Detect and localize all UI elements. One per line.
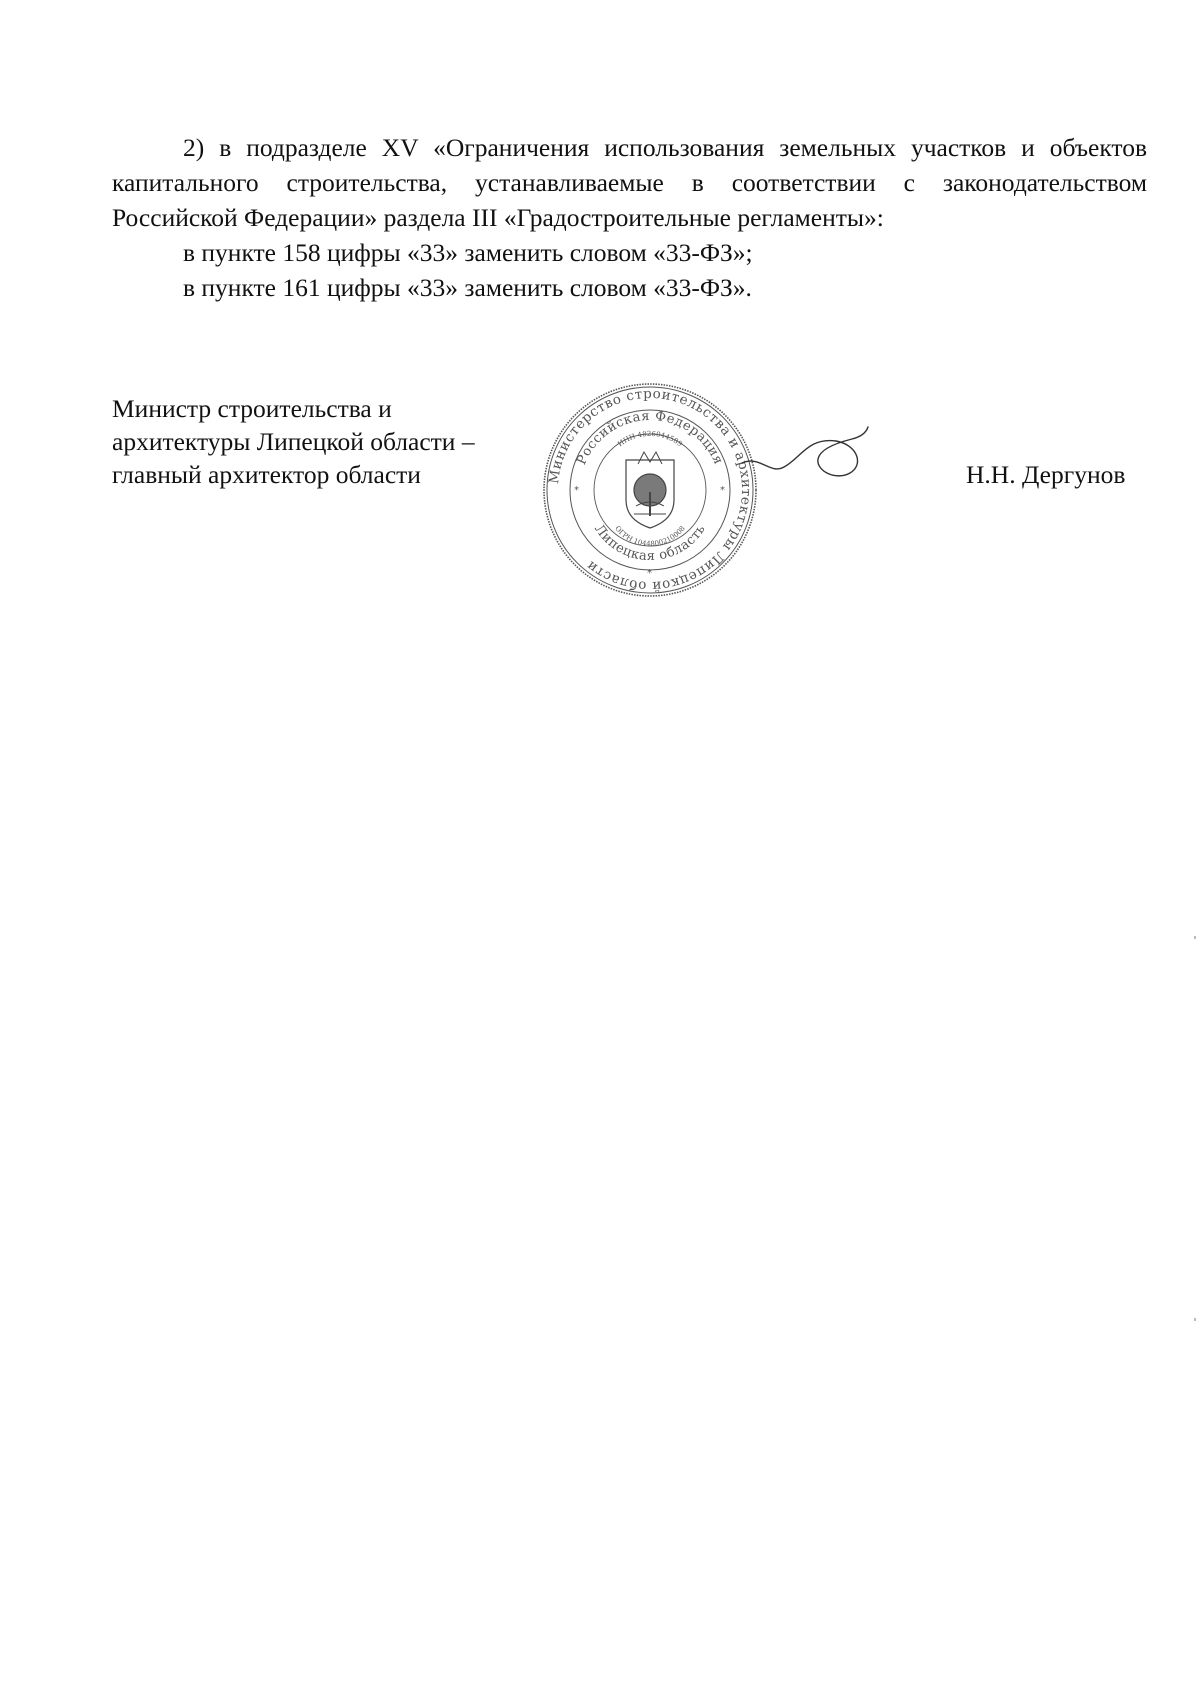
scan-edge-mark	[1194, 936, 1196, 939]
stamp-ogrn-text: ОГРН 1044800210008	[613, 524, 687, 549]
stamp-star-right-icon: *	[720, 485, 725, 496]
coat-of-arms-icon	[626, 452, 674, 528]
amendment-item-161: в пункте 161 цифры «33» заменить словом «33-ФЗ».	[183, 273, 752, 302]
position-line-1: Министр строительства и	[112, 394, 392, 423]
amendment-item-158: в пункте 158 цифры «33» заменить словом «33-ФЗ»;	[183, 238, 753, 267]
stamp-outer-text: Министерство строительства и архитектуры Липецкой области	[546, 385, 755, 595]
amendment-paragraph: 2) в подразделе XV «Ограничения использования земельных участков и объектов капитального строительства, устанавливаемые в соответствии с законодательством Российской Федерации» раздела III «Градостроительные регламенты»:	[112, 133, 1147, 232]
stamp-inn-text: ИНН 4826044589	[616, 429, 684, 449]
official-stamp	[540, 380, 760, 600]
position-line-3: главный архитектор области	[112, 460, 421, 489]
stamp-inner-bottom-text: Липецкая область	[591, 521, 709, 565]
signer-name: Н.Н. Дергунов	[966, 460, 1126, 489]
document-body	[112, 130, 1147, 305]
scan-edge-mark	[1194, 1318, 1196, 1321]
stamp-inner-top-text: Российская Федерация	[574, 408, 726, 468]
signer-position	[112, 392, 475, 491]
handwritten-signature	[740, 415, 870, 495]
position-line-2: архитектуры Липецкой области –	[112, 427, 475, 456]
stamp-star-left-icon: *	[574, 485, 579, 496]
stamp-star-bottom-icon: *	[647, 568, 652, 579]
